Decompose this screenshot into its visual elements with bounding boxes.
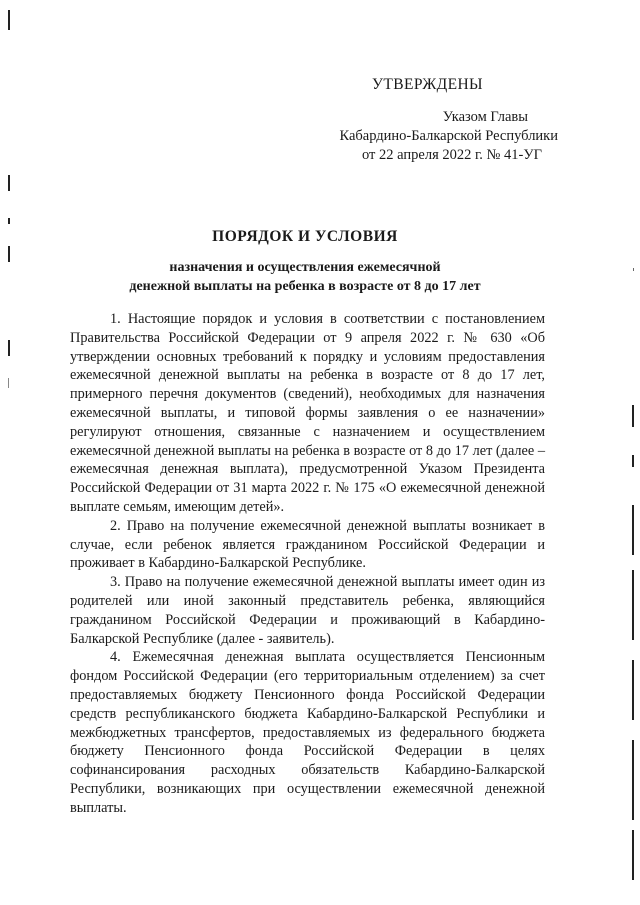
scan-mark-right-6 [632,740,634,820]
approval-line-3: от 22 апреля 2022 г. № 41-УГ [362,147,542,163]
approval-title: УТВЕРЖДЕНЫ [372,76,483,93]
approval-line-2: Кабардино-Балкарской Республики [339,128,558,144]
scan-mark-right-4 [632,570,634,640]
paragraph-2: 2. Право на получение ежемесячной денежной выплаты возникает в случае, если ребенок является гражданином Российской Федерации и проживает в Кабардино-Балкарской Республике. [70,517,545,572]
scan-mark-left-1 [8,10,10,30]
scan-dot [633,268,634,271]
scan-mark-left-6 [8,378,9,388]
scan-mark-left-5 [8,340,10,356]
document-subtitle [0,258,610,296]
scan-mark-left-2 [8,175,10,191]
approval-line-1: Указом Главы [442,109,528,125]
scan-mark-right-5 [632,660,634,720]
scan-mark-right-1 [632,405,634,427]
document-title: ПОРЯДОК И УСЛОВИЯ [212,228,398,245]
document-subtitle-line-2: денежной выплаты на ребенка в возрасте от 8 до 17 лет [129,279,481,294]
scan-mark-left-3 [8,218,10,224]
document-body [70,310,545,818]
paragraph-3: 3. Право на получение ежемесячной денежной выплаты имеет один из родителей или иной законный представитель ребенка, являющийся гражданином Российской Федерации и проживающий в Кабардино-Балкарской Республике (далее - заявитель). [70,574,545,647]
scan-mark-right-3 [632,505,634,555]
paragraph-4: 4. Ежемесячная денежная выплата осуществляется Пенсионным фондом Российской Федерации (его территориальным отделением) за счет предоставляемых бюджету Пенсионного фонда Российской Федерации средств республиканского бюджета Кабардино-Балкарской Республики и межбюджетных трансфертов, предоставляемых из федерального бюджета бюджету Пенсионного фонда Российской Федерации в целях софинансирования расходных обязательств Кабардино-Балкарской Республики, возникающих при осуществлении ежемесячной денежной выплаты. [70,649,545,816]
paragraph-1: 1. Настоящие порядок и условия в соответствии с постановлением Правительства Российской Федерации от 9 апреля 2022 г. № 630 «Об утверждении основных требований к порядку и условиям предоставления ежемесячной денежной выплаты на ребенка в возрасте от 8 до 17 лет, примерного перечня документов (сведений), необходимых для назначения ежемесячной выплаты, и типовой формы заявления о ее назначении» регулируют отношения, связанные с назначением и осуществлением ежемесячной денежной выплаты на ребенка в возрасте от 8 до 17 лет (далее – ежемесячная денежная выплата), предусмотренной Указом Президента Российской Федерации от 31 марта 2022 г. № 175 «О ежемесячной денежной выплате семьям, имеющим детей». [70,311,545,515]
document-subtitle-line-1: назначения и осуществления ежемесячной [169,260,441,275]
scan-mark-right-7 [632,830,634,880]
scan-mark-right-2 [632,455,634,467]
